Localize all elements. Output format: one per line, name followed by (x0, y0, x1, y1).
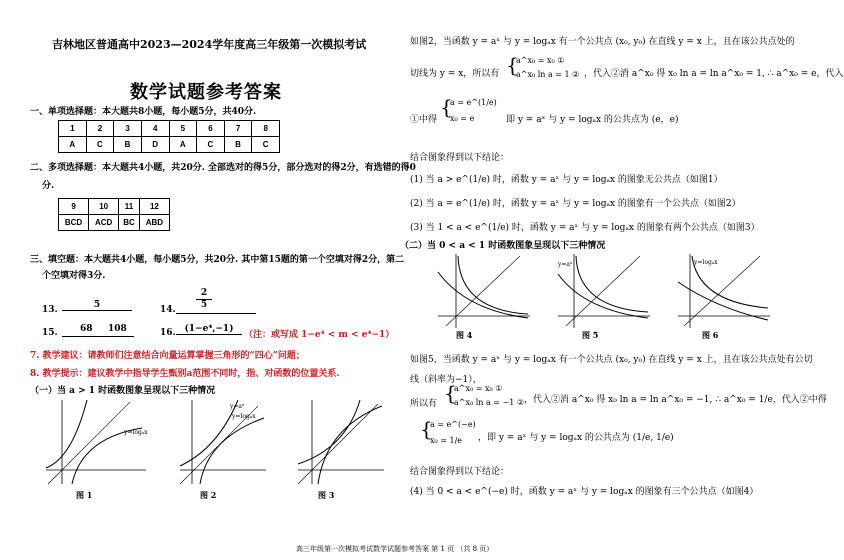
system4-eq1: a = e^(−e) (430, 420, 476, 429)
section2-heading-cont: 分. (42, 181, 55, 191)
system4-eq2: x₀ = 1/e (430, 436, 463, 445)
figure-2 (178, 398, 268, 486)
exam-header: 吉林地区普通高中2023—2024学年度高三年级第一次模拟考试 (52, 38, 367, 51)
para-into1: ①中得 (410, 115, 438, 125)
answer-cell: C (252, 137, 280, 153)
q16-answer: (1−e⁴,−1) (176, 324, 242, 335)
system-brace: { (506, 53, 519, 77)
para-common-point2: ，即 y = aˣ 与 y = logₐx 的公共点为 (1/e, 1/e) (478, 433, 674, 443)
answer-cell: A (169, 137, 197, 153)
conclusion-2: (2) 当 a = e^(1/e) 时，函数 y = aˣ 与 y = logₐx 的图象有一个公共点（如图2） (410, 199, 741, 209)
section2-heading: 二、多项选择题：本大题共4小题，共20分. 全部选对的得5分，部分选对的得2分，有选错的得0 (30, 163, 416, 173)
q15-answer-a: 68 (80, 324, 93, 334)
q13-answer: 5 (62, 300, 132, 311)
q-num: 4 (141, 121, 169, 137)
system2-eq1: a = e^(1/e) (450, 98, 497, 107)
answer-cell: ABD (139, 215, 169, 231)
figure-1 (42, 398, 150, 486)
system-brace: { (444, 381, 457, 405)
case2-heading: （二）当 0 < a < 1 时函数图象呈现以下三种情况 (400, 241, 606, 251)
figure-1-caption: 图 1 (76, 490, 93, 500)
para-tangent: 切线为 y = x，所以有 (410, 69, 500, 79)
section3-heading: 三、填空题：本大题共4小题，每小题5分，共20分. 其中第15题的第一个空填对得2分，第二 (30, 255, 405, 265)
section3-heading-cont: 个空填对得3分. (42, 271, 106, 281)
system1-eq1: a^x₀ = x₀ ① (516, 56, 565, 65)
exp-curve-label: y=aˣ (558, 261, 573, 268)
table-row (59, 199, 170, 215)
figure-5 (556, 252, 652, 330)
table-row (59, 215, 170, 231)
q16-label: 16. (160, 328, 176, 338)
section1-heading: 一、单项选择题：本大题共8小题，每小题5分，共40分. (30, 107, 257, 117)
q-num: 6 (197, 121, 225, 137)
answer-cell: D (141, 137, 169, 153)
conclusion-3: (3) 当 1 < a < e^(1/e) 时，函数 y = aˣ 与 y = logₐx 的图象有两个公共点（如图3） (410, 223, 760, 233)
figure-3-caption: 图 3 (318, 490, 335, 500)
q14-label: 14. (160, 305, 176, 315)
q14-denominator: 5 (200, 300, 208, 310)
q-num: 7 (224, 121, 252, 137)
q-num: 11 (119, 199, 140, 215)
figure-6-caption: 图 6 (702, 330, 719, 340)
answer-cell: A (59, 137, 87, 153)
q-num: 10 (89, 199, 119, 215)
conclusion-heading: 结合图象得到以下结论： (410, 153, 510, 163)
log-curve-label: y=logₐx (694, 259, 718, 266)
para-fig2-intro: 如图2，当函数 y = aˣ 与 y = logₐx 有一个公共点 (x₀, y₀) 在直线 y = x 上，且在该公共点处的 (410, 37, 795, 47)
q-num: 2 (86, 121, 114, 137)
answer-cell: BCD (59, 215, 89, 231)
answer-cell: ACD (89, 215, 119, 231)
answer-cell: B (224, 137, 252, 153)
figure-5-caption: 图 5 (582, 330, 599, 340)
para-so: 所以有 (410, 399, 438, 409)
para-fig5-intro: 如图5，当函数 y = aˣ 与 y = logₐx 有一个公共点 (x₀, y₀) 在直线 y = x 上，且在该公共点处有公切 (410, 355, 813, 365)
figure-2-caption: 图 2 (200, 490, 217, 500)
q-num: 8 (252, 121, 280, 137)
page-footer: 高三年级第一次模拟考试数学试题参考答案 第 1 页 （共 8 页） (296, 545, 494, 553)
answer-cell: C (86, 137, 114, 153)
q15-answer-b: 108 (108, 324, 127, 334)
q-num: 12 (139, 199, 169, 215)
teaching-tip-7: 7. 教学建议：请教师们注意结合向量运算掌握三角形的“四心”问题； (30, 351, 305, 361)
q13-label: 13. (42, 305, 58, 315)
log-curve-label: y=logₐx (124, 429, 148, 436)
system-brace: { (420, 417, 433, 441)
para-substitute: ，代入②消 a^x₀ 得 x₀ ln a = ln a^x₀ = 1, ∴ a^x₀ = e，代入 (584, 69, 844, 79)
q16-note: （注：或写成 1−e⁴ < m < e⁴−1） (244, 330, 395, 340)
q15-answer (62, 324, 134, 337)
teaching-tip-8: 8. 教学提示：建议教学中指导学生甄别a范围不同时，指、对函数的位置关系. (30, 369, 340, 379)
para-substitute2: ，代入②消 a^x₀ 得 x₀ ln a = ln a^x₀ = −1, ∴ a^x₀ = 1/e，代入②中得 (524, 395, 827, 405)
system3-eq1: a^x₀ = x₀ ① (454, 384, 503, 393)
exp-curve-label: y=aˣ (230, 403, 245, 410)
q-num: 9 (59, 199, 89, 215)
case1-heading: （一）当 a > 1 时函数图象呈现以下三种情况 (30, 386, 216, 396)
answer-cell: B (114, 137, 142, 153)
single-choice-table (58, 120, 280, 153)
figure-6 (676, 252, 772, 330)
log-curve-label: y=logₐx (232, 413, 256, 420)
answer-cell: C (197, 137, 225, 153)
system3-eq2: a^x₀ ln a = −1 ② (454, 398, 525, 407)
q14-numerator: 2 (200, 288, 208, 298)
figure-4 (436, 252, 532, 330)
figure-3 (296, 398, 386, 486)
q-num: 3 (114, 121, 142, 137)
system1-eq2: a^x₀ ln a = 1 ② (516, 70, 580, 79)
conclusion-4: (4) 当 0 < a < e^(−e) 时，函数 y = aˣ 与 y = logₐx 的图象有三个公共点（如图4） (410, 487, 759, 497)
answer-cell: BC (119, 215, 140, 231)
multi-choice-table (58, 198, 170, 231)
para-common-point: 即 y = aˣ 与 y = logₐx 的公共点为 (e，e) (506, 115, 679, 125)
system-brace: { (440, 95, 453, 119)
conclusion-heading-2: 结合图象得到以下结论： (410, 467, 510, 477)
system2-eq2: x₀ = e (450, 114, 475, 123)
para-fig5-cont: 线（斜率为−1）， (410, 375, 482, 385)
figure-4-caption: 图 4 (456, 330, 473, 340)
page-title: 数学试题参考答案 (130, 82, 282, 103)
q14-underline (176, 313, 256, 314)
q15-label: 15. (42, 328, 58, 338)
table-row (59, 121, 280, 137)
q-num: 1 (59, 121, 87, 137)
q-num: 5 (169, 121, 197, 137)
table-row (59, 137, 280, 153)
conclusion-1: (1) 当 a > e^(1/e) 时，函数 y = aˣ 与 y = logₐx 的图象无公共点（如图1） (410, 175, 723, 185)
